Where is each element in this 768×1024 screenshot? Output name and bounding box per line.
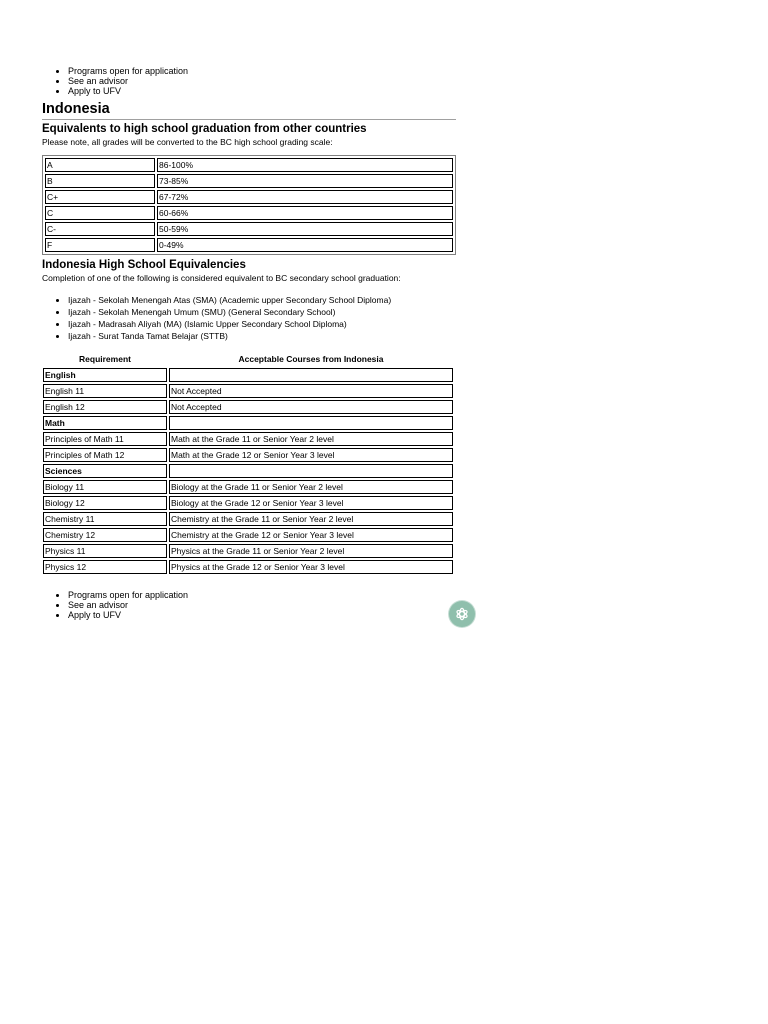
- main-content: [42, 66, 456, 620]
- requirement-cell: Biology 12: [43, 496, 167, 510]
- course-cell: Physics at the Grade 11 or Senior Year 2 level: [169, 544, 453, 558]
- table-row: [45, 222, 453, 236]
- table-row: [43, 496, 453, 510]
- table-row: [45, 174, 453, 188]
- course-cell: [169, 368, 453, 382]
- grade-range: 0-49%: [157, 238, 453, 252]
- requirement-cell: Chemistry 11: [43, 512, 167, 526]
- table-row: [43, 528, 453, 542]
- link-apply-ufv[interactable]: • Apply to UFV: [68, 610, 456, 620]
- requirement-cell: English: [43, 368, 167, 382]
- list-item: • Ijazah - Madrasah Aliyah (MA) (Islamic Upper Secondary School Diploma): [68, 318, 456, 330]
- table-section-row: [43, 464, 453, 478]
- top-links: [42, 66, 456, 96]
- requirement-cell: Biology 11: [43, 480, 167, 494]
- requirement-cell: Principles of Math 12: [43, 448, 167, 462]
- table-row: [43, 560, 453, 574]
- table-row: [45, 206, 453, 220]
- grading-note: Please note, all grades will be converted to the BC high school grading scale:: [42, 137, 333, 147]
- column-header-requirement: Requirement: [79, 354, 131, 364]
- list-item: • Ijazah - Sekolah Menengah Umum (SMU) (General Secondary School): [68, 306, 456, 318]
- table-row: [43, 400, 453, 414]
- table-row: [43, 448, 453, 462]
- table-row: [43, 384, 453, 398]
- requirement-cell: Physics 11: [43, 544, 167, 558]
- requirement-cell: English 11: [43, 384, 167, 398]
- link-programs-open[interactable]: • Programs open for application: [68, 66, 456, 76]
- country-title: Indonesia: [42, 101, 456, 120]
- course-cell: Chemistry at the Grade 12 or Senior Year 3 level: [169, 528, 453, 542]
- course-cell: [169, 464, 453, 478]
- table-row: [43, 480, 453, 494]
- link-programs-open[interactable]: • Programs open for application: [68, 590, 456, 600]
- grade-letter: B: [45, 174, 155, 188]
- link-apply-ufv[interactable]: • Apply to UFV: [68, 86, 456, 96]
- grade-range: 50-59%: [157, 222, 453, 236]
- table-row: [45, 190, 453, 204]
- link-see-advisor[interactable]: • See an advisor: [68, 76, 456, 86]
- table-header-row: [43, 352, 453, 366]
- column-header-courses: Acceptable Courses from Indonesia: [238, 354, 384, 364]
- requirement-cell: Principles of Math 11: [43, 432, 167, 446]
- grade-letter: C-: [45, 222, 155, 236]
- grade-letter: C+: [45, 190, 155, 204]
- table-row: [43, 544, 453, 558]
- course-requirements-table: [41, 350, 455, 576]
- grade-range: 60-66%: [157, 206, 453, 220]
- grade-range: 67-72%: [157, 190, 453, 204]
- table-section-row: [43, 416, 453, 430]
- course-cell: Math at the Grade 11 or Senior Year 2 level: [169, 432, 453, 446]
- hs-equivalencies-heading: Indonesia High School Equivalencies: [42, 259, 246, 271]
- grading-scale-table: [42, 155, 456, 255]
- bottom-links: [42, 590, 456, 620]
- table-row: [45, 158, 453, 172]
- openai-knot-icon: [453, 605, 471, 623]
- equivalents-heading: Equivalents to high school graduation from other countries: [42, 123, 367, 135]
- requirements-body: [43, 368, 453, 574]
- course-cell: Math at the Grade 12 or Senior Year 3 level: [169, 448, 453, 462]
- course-cell: Biology at the Grade 11 or Senior Year 2 level: [169, 480, 453, 494]
- list-item: • Ijazah - Surat Tanda Tamat Belajar (STTB): [68, 330, 456, 342]
- course-cell: Chemistry at the Grade 11 or Senior Year 2 level: [169, 512, 453, 526]
- grade-range: 86-100%: [157, 158, 453, 172]
- course-cell: Not Accepted: [169, 400, 453, 414]
- requirement-cell: Math: [43, 416, 167, 430]
- requirement-cell: Chemistry 12: [43, 528, 167, 542]
- grade-letter: F: [45, 238, 155, 252]
- table-section-row: [43, 368, 453, 382]
- requirement-cell: Sciences: [43, 464, 167, 478]
- list-item: • Ijazah - Sekolah Menengah Atas (SMA) (Academic upper Secondary School Diploma): [68, 294, 456, 306]
- course-cell: Physics at the Grade 12 or Senior Year 3 level: [169, 560, 453, 574]
- requirement-cell: English 12: [43, 400, 167, 414]
- table-row: [45, 238, 453, 252]
- grade-range: 73-85%: [157, 174, 453, 188]
- hs-equivalencies-intro: Completion of one of the following is considered equivalent to BC secondary school graduation:: [42, 273, 401, 283]
- diploma-list: [42, 294, 456, 342]
- course-cell: [169, 416, 453, 430]
- assistant-button[interactable]: [449, 601, 475, 627]
- grade-letter: C: [45, 206, 155, 220]
- table-row: [43, 512, 453, 526]
- course-cell: Biology at the Grade 12 or Senior Year 3 level: [169, 496, 453, 510]
- table-row: [43, 432, 453, 446]
- grade-letter: A: [45, 158, 155, 172]
- course-cell: Not Accepted: [169, 384, 453, 398]
- link-see-advisor[interactable]: • See an advisor: [68, 600, 456, 610]
- requirement-cell: Physics 12: [43, 560, 167, 574]
